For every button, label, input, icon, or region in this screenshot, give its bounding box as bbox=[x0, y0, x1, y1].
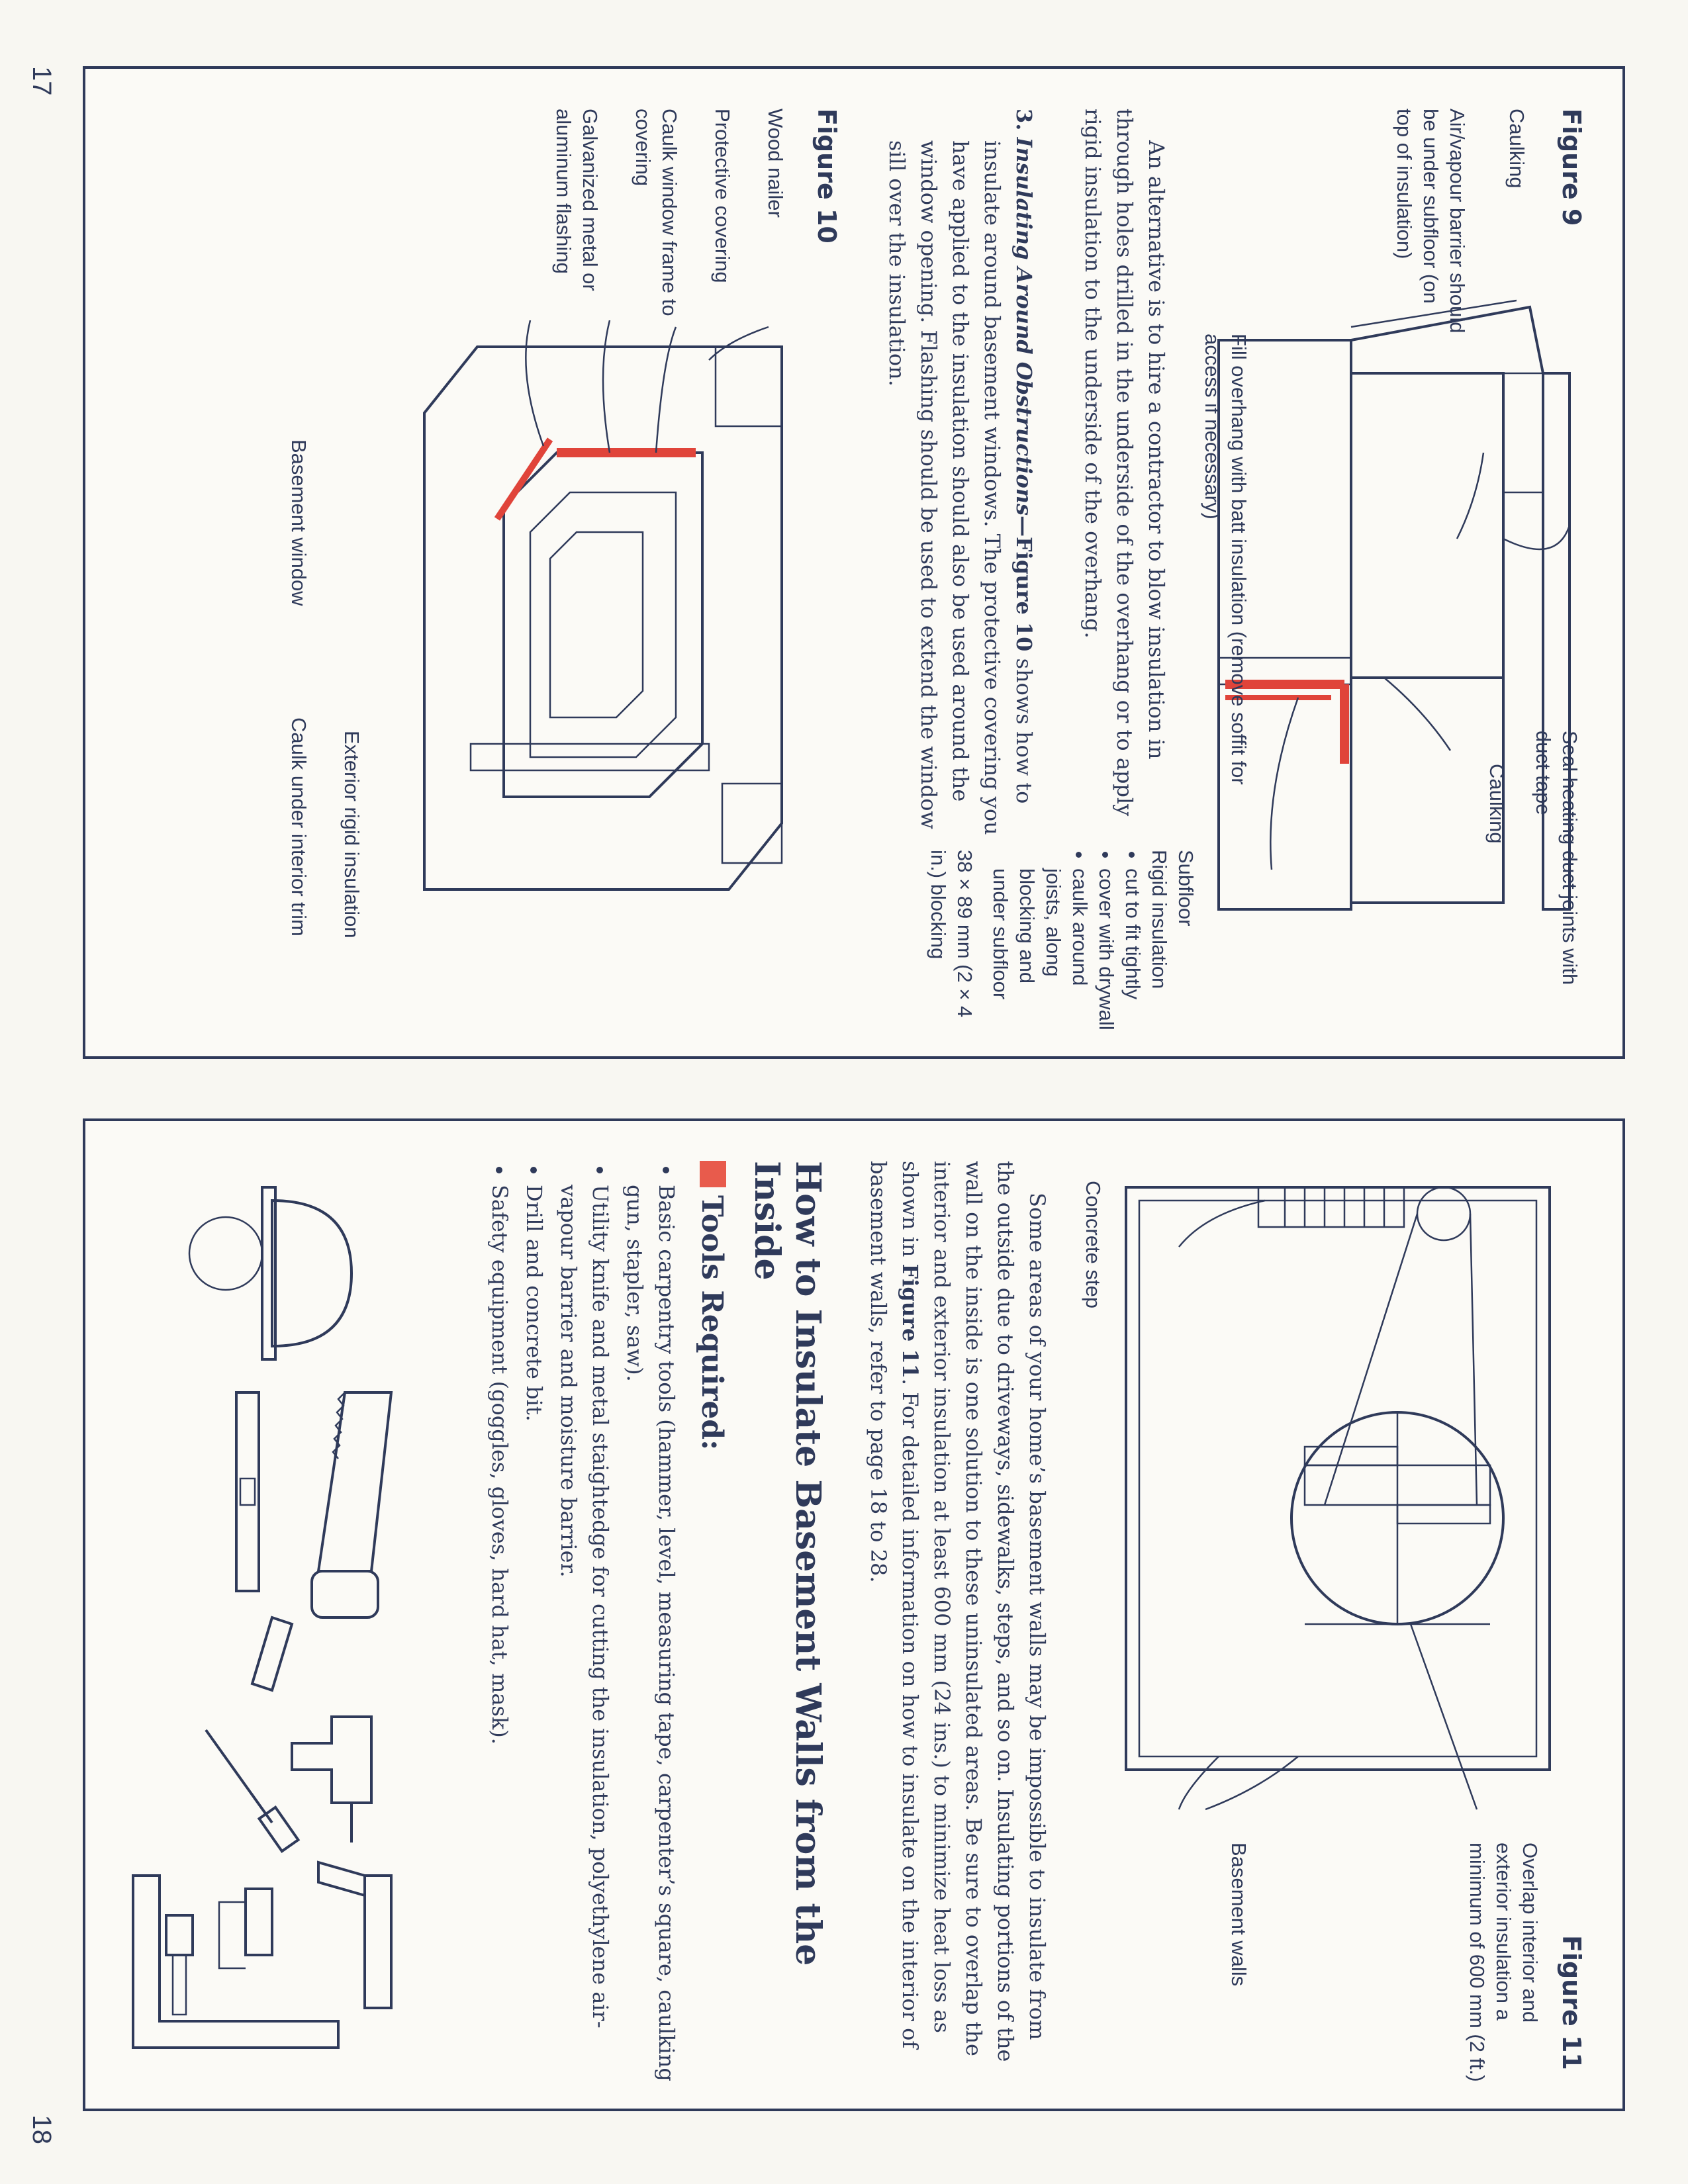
page-number-right: 18 bbox=[27, 2115, 56, 2144]
hard-hat-icon bbox=[189, 1187, 352, 1359]
paragraph-alternative: An alternative is to hire a contractor to blow insulation in through holes drilled in the underside of the overhang or to apply rigid insulation to the underside of the overhang. bbox=[1080, 109, 1169, 817]
figure-9-title: Figure 9 bbox=[1557, 109, 1586, 226]
fig9-label-blocking: 38 × 89 mm (2 × 4 in.) blocking bbox=[927, 850, 976, 1018]
fig10-label-flashing: Galvanized metal or aluminum flashing bbox=[552, 109, 602, 291]
step-3-dash: — bbox=[1011, 516, 1037, 537]
right-paragraph-part1: Some areas of your home’s basement walls may be impossible to insulate from the outside due to driveways, sidewalks, steps, and so on. Insulating portions of the wall on the inside is one solution to these uninsulated areas. Be sure to overlap the interior and exterior insulation at least 600 mm (24 ins.) to minimize heat loss as shown in bbox=[898, 1161, 1050, 2062]
fig9-label-caulking-top: Caulking bbox=[1485, 764, 1509, 844]
fig10-label-caulk-window: Caulk window frame to covering bbox=[632, 109, 681, 316]
right-paragraph bbox=[863, 1161, 1053, 2074]
fig11-label-overlap: Overlap interior and exterior insulation a minimum of 600 mm (2 ft.) bbox=[1466, 1843, 1542, 2082]
fig11-label-concrete-step: Concrete step bbox=[1082, 1181, 1105, 1308]
fig10-label-exterior-rigid: Exterior rigid insulation bbox=[340, 731, 363, 938]
step-3-figure-ref: Figure 10 bbox=[1011, 537, 1037, 652]
tools-list-item: • Drill and concrete bit. bbox=[518, 1185, 550, 2085]
tools-heading-text: Tools Required: bbox=[695, 1195, 729, 1451]
fig9-label-fill-overhang: Fill overhang with batt insulation (remove soffit for access if necessary) bbox=[1201, 334, 1250, 785]
paint-brush-icon bbox=[166, 1915, 193, 2015]
figure-9-illustration bbox=[1199, 287, 1583, 923]
page-number-left: 17 bbox=[27, 66, 56, 96]
tools-list-item: • Basic carpentry tools (hammer, level, measuring tape, carpenter’s square, caulking gun, stapler, saw). bbox=[619, 1185, 682, 2085]
tools-list-item: • Utility knife and metal staightedge for cutting the insulation, polyethylene air-vapour barrier and moisture barrier. bbox=[553, 1185, 616, 2085]
tools-list bbox=[481, 1161, 682, 2085]
tools-illustration bbox=[126, 1174, 444, 2061]
saw-icon bbox=[312, 1392, 391, 1617]
fig9-label-subfloor: Subfloor bbox=[1174, 850, 1197, 927]
right-paragraph-part2: . For detailed information on how to insulate on the interior of basement walls, refer to page 18 to 28. bbox=[866, 1161, 923, 2049]
tools-list-item: • Safety equipment (goggles, gloves, hard hat, mask). bbox=[484, 1185, 516, 2085]
step-3-number: 3. bbox=[1011, 109, 1037, 131]
fig9-rigid-item: • caulk around joists, along blocking and under subfloor bbox=[987, 868, 1093, 1035]
figure-11-illustration bbox=[1113, 1174, 1576, 1902]
figure-10-illustration bbox=[398, 320, 808, 916]
fig9-label-caulking-left: Caulking bbox=[1505, 109, 1528, 189]
level-icon bbox=[236, 1392, 259, 1591]
fig9-rigid-insulation-group bbox=[925, 850, 1199, 1035]
step-3-paragraph bbox=[881, 109, 1040, 855]
stapler-icon bbox=[219, 1889, 272, 1968]
tools-heading bbox=[694, 1161, 729, 1450]
figure-10-title: Figure 10 bbox=[812, 109, 841, 244]
drill-icon bbox=[292, 1717, 371, 1843]
utility-knife-icon bbox=[252, 1617, 292, 1690]
fig9-label-rigid-title: Rigid insulation bbox=[1148, 850, 1171, 989]
hammer-icon bbox=[206, 1730, 298, 1851]
fig10-label-basement-window: Basement window bbox=[287, 439, 310, 606]
step-3-title: Insulating Around Obstructions bbox=[1011, 137, 1037, 516]
figure-11-title: Figure 11 bbox=[1557, 1935, 1586, 2070]
fig10-label-wood-nailer: Wood nailer bbox=[764, 109, 787, 218]
fig9-label-seal: Seal heating duct joints with duct tape bbox=[1532, 731, 1581, 985]
caulking-gun-icon bbox=[318, 1862, 391, 2008]
section-title: How to Insulate Basement Walls from the Inside bbox=[747, 1161, 828, 1966]
red-square-bullet bbox=[700, 1161, 726, 1187]
step-3-text: shows how to insulate around basement windows. The protective covering you have applied to the insulation should also be used around the window opening. Flashing should be used to extend the window sill over the insulation. bbox=[884, 140, 1037, 835]
left-page-panel bbox=[83, 66, 1625, 1059]
fig11-label-basement-walls: Basement walls bbox=[1227, 1843, 1250, 1987]
fig9-rigid-item: • cover with drywall bbox=[1093, 868, 1119, 1035]
fig10-label-protective: Protective covering bbox=[711, 109, 734, 283]
fig9-rigid-item: • cut to fit tightly bbox=[1119, 868, 1146, 1035]
fig9-label-air-vapour: Air/vapour barrier should be under subfloor (on top of insulation) bbox=[1393, 109, 1469, 334]
right-page-panel bbox=[83, 1118, 1625, 2111]
right-paragraph-figure-ref: Figure 11 bbox=[898, 1263, 923, 1379]
fig10-label-caulk-trim: Caulk under interior trim bbox=[287, 717, 310, 936]
